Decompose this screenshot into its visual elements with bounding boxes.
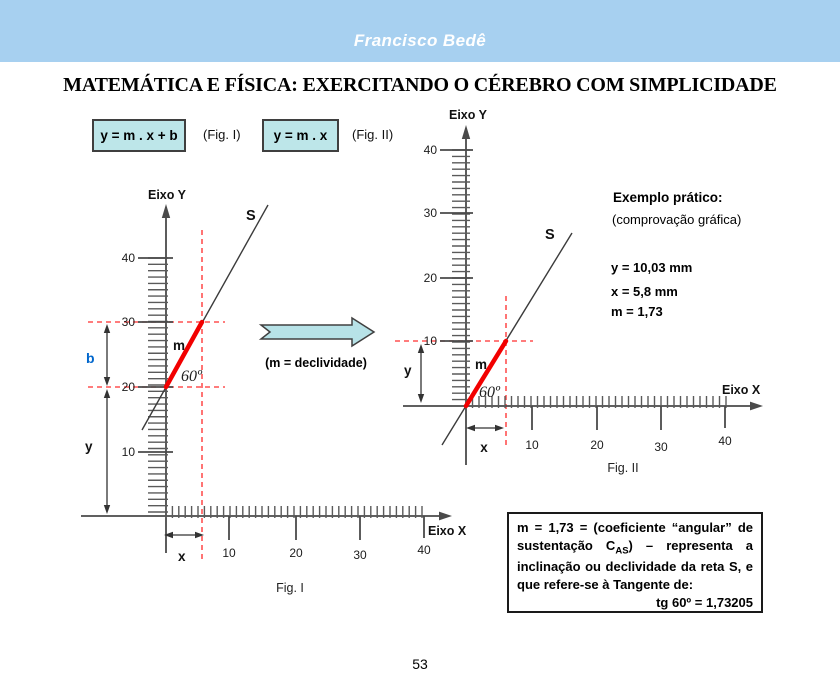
- fig1-x-major-ticks: [229, 516, 424, 540]
- formula-box-fig2: [262, 119, 339, 152]
- transition-caption: (m = declividade): [265, 356, 367, 370]
- example-subheading: (comprovação gráfica): [612, 212, 742, 227]
- fig2-x-minor-ticks: [466, 396, 726, 408]
- formula-box-fig1: [92, 119, 186, 152]
- page-title: MATEMÁTICA E FÍSICA: EXERCITANDO O CÉREBRO COM SIMPLICIDADE: [63, 74, 777, 96]
- fig1-slope-label: m: [173, 338, 186, 353]
- formula-fig2: y = m . x: [273, 128, 328, 143]
- formula-fig1: y = m . x + b: [100, 128, 178, 143]
- fig2-xtick-10: 10: [525, 438, 539, 452]
- fig1-ytick-10: 10: [121, 445, 135, 459]
- note-text: [517, 519, 753, 594]
- fig1-x-minor-ticks: [166, 506, 422, 518]
- example-value-m: m = 1,73: [611, 304, 663, 319]
- example-value-y: y = 10,03 mm: [611, 260, 693, 275]
- fig1-line-s-label: S: [246, 208, 256, 224]
- fig2-ytick-10: 10: [423, 334, 437, 348]
- fig1-xtick-40: 40: [417, 543, 431, 557]
- fig1-ytick-30: 30: [121, 315, 135, 329]
- example-heading: Exemplo prático:: [613, 190, 723, 205]
- note-text-subscript: AS: [615, 545, 629, 557]
- fig2-caption: Fig. II: [607, 461, 639, 475]
- fig1-b-dimension-arrow: [104, 324, 110, 386]
- fig2-x-major-ticks: [532, 406, 725, 430]
- fig2-rise-label: y: [404, 363, 412, 378]
- fig1-angle-label: 60º: [181, 368, 202, 385]
- note-result: tg 60º = 1,73205: [656, 594, 753, 610]
- fig1-ytick-20: 20: [121, 380, 135, 394]
- right-arrow-icon: [255, 312, 380, 352]
- author-name: Francisco Bedê: [353, 31, 487, 50]
- fig1-reference: (Fig. I): [203, 127, 241, 142]
- fig2-x-axis-label: Eixo X: [722, 383, 761, 397]
- note-text-pre: m = 1,73 = (coeficiente “angular” de sustentação C: [517, 520, 753, 553]
- fig1-xtick-30: 30: [353, 548, 367, 562]
- fig2-run-label: x: [480, 440, 488, 455]
- fig2-ytick-30: 30: [423, 206, 437, 220]
- fig2-y-axis-arrow: [462, 125, 470, 139]
- fig2-x-dimension-arrow: [466, 425, 504, 431]
- fig2-ytick-40: 40: [423, 143, 437, 157]
- fig2-xtick-40: 40: [718, 434, 732, 448]
- fig2-x-axis-arrow: [750, 402, 763, 411]
- fig2-y-axis-label: Eixo Y: [449, 108, 487, 122]
- fig1-x-axis-label: Eixo X: [428, 524, 467, 538]
- note-box: [507, 512, 763, 613]
- page-number: 53: [412, 656, 428, 672]
- fig2-y-dimension-arrow: [418, 344, 424, 403]
- fig2-reference: (Fig. II): [352, 127, 394, 142]
- fig2-xtick-20: 20: [590, 438, 604, 452]
- fig1-caption: Fig. I: [276, 581, 304, 595]
- fig1-y-axis-label: Eixo Y: [148, 188, 186, 202]
- right-arrow-shape: [261, 318, 374, 346]
- fig1-ytick-40: 40: [121, 251, 135, 265]
- fig1-y-axis-arrow: [162, 204, 170, 218]
- fig1-run-label: x: [178, 549, 186, 564]
- header-band: [0, 0, 840, 62]
- note-text-post: ) – representa a inclinação ou declividade da reta S, e que refere-se à Tangente de:: [517, 537, 753, 592]
- fig1-x-dimension-arrow: [164, 532, 204, 538]
- fig1-xtick-10: 10: [222, 546, 236, 560]
- fig1-rise-label: y: [85, 439, 93, 454]
- fig1-intercept-label: b: [86, 350, 95, 366]
- fig1-line-s: [142, 205, 268, 430]
- fig1-y-dimension-arrow: [104, 389, 110, 514]
- fig2-ytick-20: 20: [423, 271, 437, 285]
- example-value-x: x = 5,8 mm: [611, 284, 678, 299]
- fig2-line-s-label: S: [545, 227, 555, 243]
- fig1-xtick-20: 20: [289, 546, 303, 560]
- fig2-slope-label: m: [475, 357, 488, 372]
- figure-2-plot: [395, 100, 775, 480]
- fig1-x-axis-arrow: [439, 512, 452, 521]
- fig2-angle-label: 60º: [479, 384, 500, 401]
- fig2-xtick-30: 30: [654, 440, 668, 454]
